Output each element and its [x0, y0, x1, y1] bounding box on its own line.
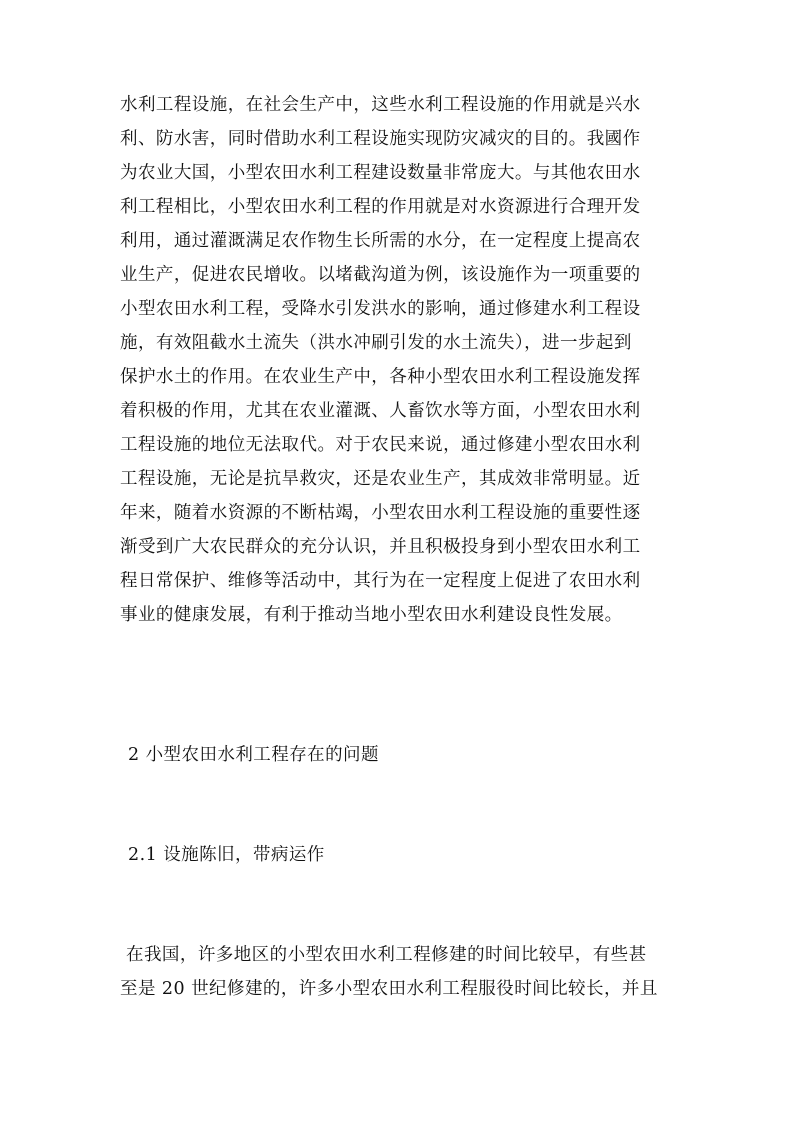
paragraph-1-line: 小型农田水利工程，受降水引发洪水的影响，通过修建水利工程设	[120, 299, 641, 319]
paragraph-1-line: 施，有效阻截水土流失（洪水冲刷引发的水土流失），进一步起到	[120, 333, 632, 353]
section-heading-2: 2 小型农田水利工程存在的问题	[128, 745, 379, 765]
paragraph-1-line: 渐受到广大农民群众的充分认识，并且积极投身到小型农田水利工	[120, 537, 641, 557]
paragraph-1-line: 事业的健康发展，有利于推动当地小型农田水利建设良性发展。	[120, 605, 623, 625]
paragraph-1-line: 工程设施的地位无法取代。对于农民来说，通过修建小型农田水利	[120, 435, 641, 455]
subsection-heading-2-1: 2.1 设施陈旧，带病运作	[128, 845, 325, 865]
paragraph-1-line: 为农业大国，小型农田水利工程建设数量非常庞大。与其他农田水	[120, 163, 641, 183]
paragraph-2-line: 在我国，许多地区的小型农田水利工程修建的时间比较早，有些甚	[120, 945, 647, 965]
paragraph-1-line: 利工程相比，小型农田水利工程的作用就是对水资源进行合理开发	[120, 197, 641, 217]
paragraph-1-line: 年来，随着水资源的不断枯竭，小型农田水利工程设施的重要性逐	[120, 503, 641, 523]
paragraph-1-line: 利用，通过灌溉满足农作物生长所需的水分，在一定程度上提高农	[120, 231, 641, 251]
paragraph-1-line: 利、防水害，同时借助水利工程设施实现防灾减灾的目的。我國作	[120, 129, 641, 149]
paragraph-1-line: 水利工程设施，在社会生产中，这些水利工程设施的作用就是兴水	[120, 95, 641, 115]
paragraph-1-line: 工程设施，无论是抗旱救灾，还是农业生产，其成效非常明显。近	[120, 469, 641, 489]
paragraph-1-line: 着积极的作用，尤其在农业灌溉、人畜饮水等方面，小型农田水利	[120, 401, 641, 421]
body-paragraph-1	[120, 88, 676, 632]
paragraph-2-line: 至是 20 世纪修建的，许多小型农田水利工程服役时间比较长，并且	[120, 979, 658, 999]
body-paragraph-2	[120, 938, 676, 1006]
paragraph-1-line: 业生产，促进农民增收。以堵截沟道为例，该设施作为一项重要的	[120, 265, 641, 285]
paragraph-1-line: 程日常保护、维修等活动中，其行为在一定程度上促进了农田水利	[120, 571, 641, 591]
paragraph-1-line: 保护水土的作用。在农业生产中，各种小型农田水利工程设施发挥	[120, 367, 641, 387]
